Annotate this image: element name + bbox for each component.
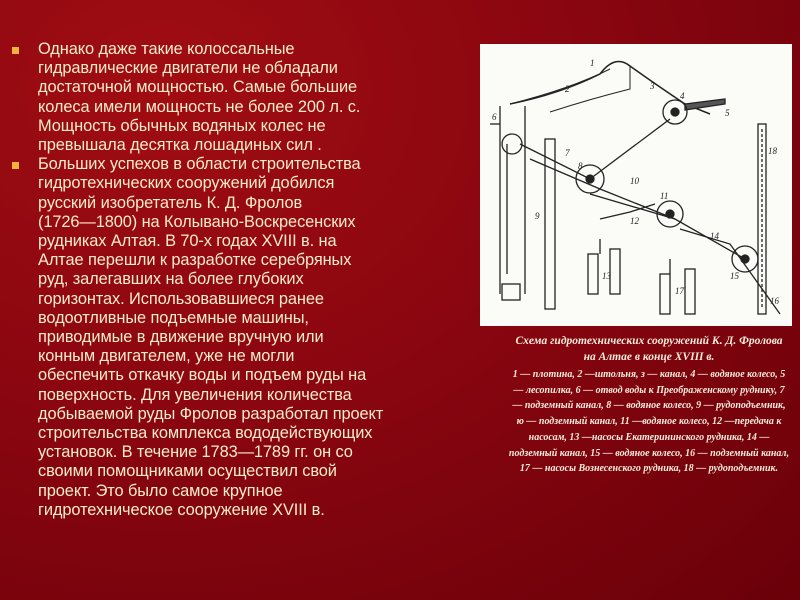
text-line: водоотливные подъемные машины, [38,308,309,327]
text-line: (1726—1800) на Колывано-Воскресенских [38,212,356,231]
text-line: проект. Это было самое крупное [38,481,283,500]
figure-label: 10 [630,176,639,186]
text-line: приводимые в движение вручную или [38,328,324,347]
bullet-paragraph-2 [10,155,470,520]
text-line: гидротехнических сооружений добился [38,174,335,193]
figure-label: 9 [535,211,540,221]
figure-label: 1 [590,58,595,68]
text-line: Алтае перешли к разработке серебряных [38,251,352,270]
hydrotechnical-scheme-drawing [480,44,792,326]
bullet-list [10,40,470,520]
figure-label: 18 [768,146,777,156]
text-line: строительства комплекса вододействующих [38,424,373,443]
figure-label: 7 [565,148,570,158]
figure-label: 2 [565,84,570,94]
text-line: Больших успехов в области строительства [38,155,361,174]
text-line: обеспечить откачку воды и подъем руды на [38,366,367,385]
figure-label: 8 [578,161,583,171]
text-line: своими помощниками осуществил свой [38,462,337,481]
text-line: конным двигателем, уже не могли [38,347,295,366]
text-line: колеса имели мощность не более 200 л. с. [38,97,361,116]
figure-label: 6 [492,112,497,122]
figure-label: 13 [602,271,611,281]
figure-label: 15 [730,271,739,281]
text-line: горизонтах. Использовавшиеся ранее [38,289,324,308]
figure-label: 14 [710,231,719,241]
figure-label: 4 [680,91,685,101]
text-line: добываемой руды Фролов разработал проект [38,404,384,423]
text-line: достаточной мощностью. Самые большие [38,78,358,97]
figure-label: 11 [660,191,669,201]
figure-label: 5 [725,108,730,118]
bullet-paragraph-1 [10,40,470,155]
caption-legend: 1 — плотина, 2 —штольня, з — канал, 4 — водяное колесо, 5 — лесопилка, 6 — отвод воды к Преображенскому руднику, 7 — подземный канал, 8 — водяное колесо, 9 — рудоподъемник, ю — подземный канал, 11 —водяное колесо, 12 —передача к насосам, 13 —насосы Екатерининского рудника, 14 — подземный канал, 15 — водяное колесо, 16 — подземный канал, 17 — насосы Вознесенского рудника, 18 — рудоподъемник. [508,369,790,475]
figure-label: 16 [770,296,779,306]
figure-label: 3 [650,81,655,91]
figure-label: 12 [630,216,639,226]
bullet-marker-icon [12,162,19,169]
caption-title: Схема гидротехнических сооружений К. Д. Фролова на Алтае в конце XVIII в. [515,335,783,363]
text-line: поверхность. Для увеличения количества [38,385,352,404]
text-line: превышала десятка лошадиных сил . [38,136,322,155]
text-line: гидравлические двигатели не обладали [38,59,338,78]
text-line: рудниках Алтая. В 70-х годах XVIII в. на [38,232,337,251]
text-line: руд, залегавших на более глубоких [38,270,304,289]
text-line: русский изобретатель К. Д. Фролов [38,193,303,212]
text-line: Мощность обычных водяных колес не [38,116,326,135]
figure-caption [508,333,790,477]
figure-label: 17 [675,286,684,296]
text-line: Однако даже такие колоссальные [38,40,295,58]
text-line: гидротехническое сооружение XVIII в. [38,500,325,519]
bullet-marker-icon [12,47,19,54]
text-line: установок. В течение 1783—1789 гг. он со [38,443,353,462]
